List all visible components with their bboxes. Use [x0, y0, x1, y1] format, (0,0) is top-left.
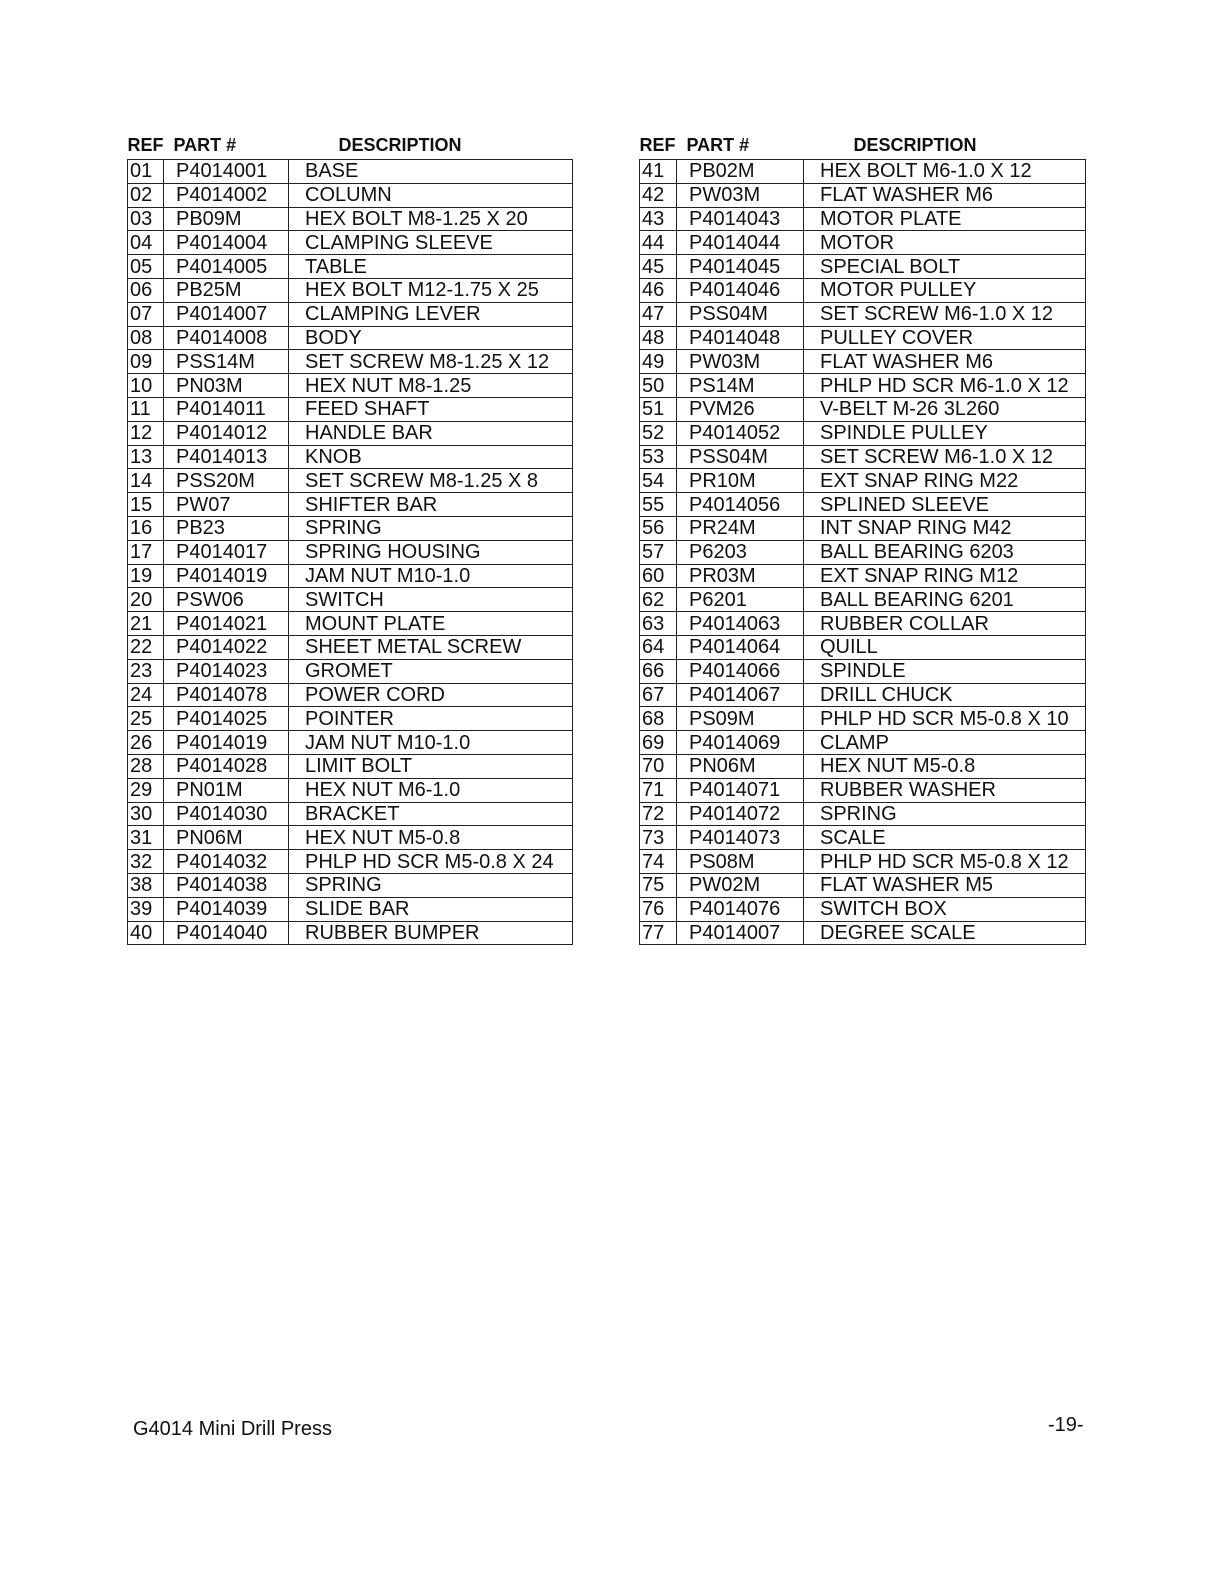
description-cell: SCALE — [804, 826, 1086, 850]
parts-list-left — [128, 160, 573, 945]
table-row — [128, 707, 573, 731]
part-number-cell: PS09M — [677, 707, 804, 731]
table-row — [640, 850, 1086, 874]
parts-list-right — [640, 160, 1086, 945]
table-row — [128, 612, 573, 636]
ref-cell: 07 — [128, 302, 164, 326]
description-cell: SHIFTER BAR — [289, 493, 573, 517]
ref-cell: 26 — [128, 731, 164, 755]
part-number-cell: P4014069 — [677, 731, 804, 755]
part-number-cell: P4014001 — [164, 160, 289, 184]
ref-cell: 19 — [128, 564, 164, 588]
ref-cell: 28 — [128, 754, 164, 778]
part-number-cell: P4014028 — [164, 754, 289, 778]
part-number-cell: PB23 — [164, 516, 289, 540]
part-number-cell: P4014044 — [677, 231, 804, 255]
part-number-cell: PSS14M — [164, 350, 289, 374]
part-number-cell: P4014076 — [677, 897, 804, 921]
table-row — [128, 802, 573, 826]
part-number-cell: P4014064 — [677, 635, 804, 659]
table-row — [128, 683, 573, 707]
table-row — [640, 873, 1086, 897]
part-number-cell: P4014007 — [677, 921, 804, 945]
part-number-cell: PW03M — [677, 183, 804, 207]
ref-cell: 41 — [640, 160, 677, 184]
part-number-cell: P4014038 — [164, 873, 289, 897]
table-row — [128, 826, 573, 850]
ref-cell: 56 — [640, 516, 677, 540]
ref-cell: 76 — [640, 897, 677, 921]
ref-header: REF — [127, 134, 164, 155]
description-cell: EXT SNAP RING M12 — [804, 564, 1086, 588]
ref-cell: 74 — [640, 850, 677, 874]
table-row — [128, 754, 573, 778]
ref-cell: 21 — [128, 612, 164, 636]
table-row — [640, 897, 1086, 921]
description-cell: CLAMPING LEVER — [289, 302, 573, 326]
table-row — [128, 374, 573, 398]
table-row — [640, 921, 1086, 945]
table-row — [640, 683, 1086, 707]
part-number-cell: P4014078 — [164, 683, 289, 707]
ref-cell: 16 — [128, 516, 164, 540]
table-row — [128, 207, 573, 231]
part-number-cell: PN06M — [677, 754, 804, 778]
part-number-cell: PN01M — [164, 778, 289, 802]
description-cell: SET SCREW M8-1.25 X 12 — [289, 350, 573, 374]
table-row — [640, 397, 1086, 421]
table-row — [128, 397, 573, 421]
description-cell: SPRING — [289, 873, 573, 897]
description-cell: FLAT WASHER M6 — [804, 350, 1086, 374]
table-row — [640, 231, 1086, 255]
table-row — [128, 350, 573, 374]
ref-cell: 24 — [128, 683, 164, 707]
description-cell: PHLP HD SCR M5-0.8 X 24 — [289, 850, 573, 874]
description-cell: MOUNT PLATE — [289, 612, 573, 636]
table-row — [640, 659, 1086, 683]
part-number-cell: P4014072 — [677, 802, 804, 826]
table-row — [128, 635, 573, 659]
ref-cell: 64 — [640, 635, 677, 659]
ref-cell: 75 — [640, 873, 677, 897]
part-number-cell: PW07 — [164, 493, 289, 517]
part-number-cell: P4014045 — [677, 255, 804, 279]
table-row — [128, 183, 573, 207]
table-row — [128, 231, 573, 255]
ref-cell: 49 — [640, 350, 677, 374]
ref-cell: 15 — [128, 493, 164, 517]
part-number-cell: PR10M — [677, 469, 804, 493]
table-row — [640, 302, 1086, 326]
description-cell: SPECIAL BOLT — [804, 255, 1086, 279]
part-number-cell: P4014023 — [164, 659, 289, 683]
table-row — [640, 564, 1086, 588]
description-cell: MOTOR — [804, 231, 1086, 255]
description-cell: RUBBER WASHER — [804, 778, 1086, 802]
table-row — [640, 802, 1086, 826]
description-cell: TABLE — [289, 255, 573, 279]
ref-cell: 43 — [640, 207, 677, 231]
ref-cell: 02 — [128, 183, 164, 207]
table-row — [128, 659, 573, 683]
table-row — [640, 326, 1086, 350]
description-cell: DRILL CHUCK — [804, 683, 1086, 707]
part-number-cell: PB02M — [677, 160, 804, 184]
description-cell: JAM NUT M10-1.0 — [289, 731, 573, 755]
header-row — [128, 131, 573, 160]
table-row — [640, 350, 1086, 374]
table-row — [128, 897, 573, 921]
ref-cell: 68 — [640, 707, 677, 731]
description-cell: SET SCREW M8-1.25 X 8 — [289, 469, 573, 493]
part-number-cell: P6203 — [677, 540, 804, 564]
part-number-cell: P4014071 — [677, 778, 804, 802]
description-cell: FLAT WASHER M6 — [804, 183, 1086, 207]
part-number-cell: P4014022 — [164, 635, 289, 659]
description-header: DESCRIPTION — [853, 134, 977, 155]
table-row — [640, 421, 1086, 445]
description-cell: BRACKET — [289, 802, 573, 826]
ref-cell: 72 — [640, 802, 677, 826]
table-row — [128, 302, 573, 326]
description-cell: POINTER — [289, 707, 573, 731]
description-cell: BASE — [289, 160, 573, 184]
ref-cell: 04 — [128, 231, 164, 255]
part-number-cell: P4014005 — [164, 255, 289, 279]
part-number-cell: P4014056 — [677, 493, 804, 517]
description-cell: HEX BOLT M12-1.75 X 25 — [289, 278, 573, 302]
ref-cell: 54 — [640, 469, 677, 493]
description-cell: GROMET — [289, 659, 573, 683]
ref-cell: 01 — [128, 160, 164, 184]
part-number-cell: PS14M — [677, 374, 804, 398]
description-cell: PHLP HD SCR M5-0.8 X 12 — [804, 850, 1086, 874]
table-row — [128, 469, 573, 493]
table-row — [640, 445, 1086, 469]
part-number-cell: P4014025 — [164, 707, 289, 731]
table-row — [640, 160, 1086, 184]
table-row — [128, 421, 573, 445]
description-cell: SWITCH BOX — [804, 897, 1086, 921]
part-number-cell: P4014032 — [164, 850, 289, 874]
part-number-cell: P4014004 — [164, 231, 289, 255]
description-cell: HEX NUT M5-0.8 — [289, 826, 573, 850]
ref-cell: 48 — [640, 326, 677, 350]
table-row — [128, 445, 573, 469]
page-number: -19- — [1048, 1414, 1084, 1436]
description-cell: SPINDLE — [804, 659, 1086, 683]
description-cell: INT SNAP RING M42 — [804, 516, 1086, 540]
table-row — [640, 207, 1086, 231]
table-row — [640, 278, 1086, 302]
description-cell: SWITCH — [289, 588, 573, 612]
ref-cell: 51 — [640, 397, 677, 421]
table-row — [640, 612, 1086, 636]
description-cell: POWER CORD — [289, 683, 573, 707]
description-cell: PHLP HD SCR M5-0.8 X 10 — [804, 707, 1086, 731]
part-header: PART # — [686, 134, 750, 155]
description-cell: HEX NUT M5-0.8 — [804, 754, 1086, 778]
table-row — [640, 469, 1086, 493]
part-number-cell: P4014021 — [164, 612, 289, 636]
ref-cell: 62 — [640, 588, 677, 612]
description-cell: BALL BEARING 6203 — [804, 540, 1086, 564]
part-number-cell: P4014073 — [677, 826, 804, 850]
ref-cell: 67 — [640, 683, 677, 707]
table-row — [128, 326, 573, 350]
ref-cell: 17 — [128, 540, 164, 564]
part-number-cell: P4014002 — [164, 183, 289, 207]
description-cell: V-BELT M-26 3L260 — [804, 397, 1086, 421]
ref-cell: 71 — [640, 778, 677, 802]
table-row — [128, 921, 573, 945]
description-cell: QUILL — [804, 635, 1086, 659]
table-row — [640, 374, 1086, 398]
description-cell: SHEET METAL SCREW — [289, 635, 573, 659]
part-number-cell: PR24M — [677, 516, 804, 540]
ref-cell: 53 — [640, 445, 677, 469]
description-cell: PULLEY COVER — [804, 326, 1086, 350]
ref-cell: 69 — [640, 731, 677, 755]
ref-cell: 52 — [640, 421, 677, 445]
ref-cell: 47 — [640, 302, 677, 326]
table-row — [640, 754, 1086, 778]
ref-cell: 66 — [640, 659, 677, 683]
part-number-cell: P4014007 — [164, 302, 289, 326]
part-number-cell: PSS20M — [164, 469, 289, 493]
part-number-cell: P4014008 — [164, 326, 289, 350]
ref-cell: 12 — [128, 421, 164, 445]
part-number-cell: P4014067 — [677, 683, 804, 707]
part-number-cell: P4014017 — [164, 540, 289, 564]
description-cell: HEX BOLT M6-1.0 X 12 — [804, 160, 1086, 184]
ref-cell: 38 — [128, 873, 164, 897]
footer-title: G4014 Mini Drill Press — [133, 1418, 332, 1440]
parts-table-left — [127, 131, 573, 945]
table-row — [128, 564, 573, 588]
ref-cell: 25 — [128, 707, 164, 731]
table-row — [640, 707, 1086, 731]
ref-cell: 60 — [640, 564, 677, 588]
description-cell: SPLINED SLEEVE — [804, 493, 1086, 517]
table-row — [128, 255, 573, 279]
ref-cell: 42 — [640, 183, 677, 207]
part-header: PART # — [173, 134, 237, 155]
part-number-cell: PVM26 — [677, 397, 804, 421]
part-number-cell: P4014039 — [164, 897, 289, 921]
description-cell: CLAMP — [804, 731, 1086, 755]
part-number-cell: PSS04M — [677, 302, 804, 326]
ref-cell: 44 — [640, 231, 677, 255]
header-row — [640, 131, 1086, 160]
ref-cell: 73 — [640, 826, 677, 850]
ref-cell: 14 — [128, 469, 164, 493]
description-cell: HANDLE BAR — [289, 421, 573, 445]
part-number-cell: PS08M — [677, 850, 804, 874]
ref-cell: 63 — [640, 612, 677, 636]
description-cell: PHLP HD SCR M6-1.0 X 12 — [804, 374, 1086, 398]
ref-cell: 06 — [128, 278, 164, 302]
ref-cell: 39 — [128, 897, 164, 921]
part-number-cell: PW03M — [677, 350, 804, 374]
description-cell: COLUMN — [289, 183, 573, 207]
table-row — [640, 588, 1086, 612]
part-number-cell: P4014012 — [164, 421, 289, 445]
table-row — [640, 493, 1086, 517]
ref-cell: 31 — [128, 826, 164, 850]
description-cell: SPRING HOUSING — [289, 540, 573, 564]
part-number-cell: PSW06 — [164, 588, 289, 612]
description-cell: DEGREE SCALE — [804, 921, 1086, 945]
description-cell: RUBBER BUMPER — [289, 921, 573, 945]
description-cell: RUBBER COLLAR — [804, 612, 1086, 636]
description-cell: FEED SHAFT — [289, 397, 573, 421]
description-header: DESCRIPTION — [338, 134, 462, 155]
ref-cell: 77 — [640, 921, 677, 945]
description-cell: SPRING — [289, 516, 573, 540]
description-cell: MOTOR PLATE — [804, 207, 1086, 231]
ref-cell: 23 — [128, 659, 164, 683]
description-cell: BODY — [289, 326, 573, 350]
description-cell: HEX NUT M8-1.25 — [289, 374, 573, 398]
ref-cell: 05 — [128, 255, 164, 279]
part-number-cell: P4014013 — [164, 445, 289, 469]
description-cell: JAM NUT M10-1.0 — [289, 564, 573, 588]
part-number-cell: PN06M — [164, 826, 289, 850]
description-cell: CLAMPING SLEEVE — [289, 231, 573, 255]
ref-cell: 22 — [128, 635, 164, 659]
part-number-cell: PW02M — [677, 873, 804, 897]
table-row — [640, 635, 1086, 659]
ref-cell: 45 — [640, 255, 677, 279]
part-number-cell: PB25M — [164, 278, 289, 302]
parts-table-right — [639, 131, 1086, 945]
table-row — [128, 778, 573, 802]
table-row — [128, 493, 573, 517]
part-number-cell: P4014030 — [164, 802, 289, 826]
ref-cell: 70 — [640, 754, 677, 778]
ref-cell: 50 — [640, 374, 677, 398]
part-number-cell: P4014046 — [677, 278, 804, 302]
table-row — [128, 278, 573, 302]
description-cell: SET SCREW M6-1.0 X 12 — [804, 302, 1086, 326]
description-cell: SET SCREW M6-1.0 X 12 — [804, 445, 1086, 469]
ref-cell: 10 — [128, 374, 164, 398]
part-number-cell: P6201 — [677, 588, 804, 612]
description-cell: SPRING — [804, 802, 1086, 826]
description-cell: HEX NUT M6-1.0 — [289, 778, 573, 802]
table-row — [640, 826, 1086, 850]
table-row — [128, 873, 573, 897]
ref-cell: 08 — [128, 326, 164, 350]
description-cell: SLIDE BAR — [289, 897, 573, 921]
table-row — [128, 731, 573, 755]
ref-header: REF — [639, 134, 676, 155]
description-cell: MOTOR PULLEY — [804, 278, 1086, 302]
table-row — [640, 255, 1086, 279]
part-number-cell: PB09M — [164, 207, 289, 231]
table-row — [128, 850, 573, 874]
table-row — [640, 778, 1086, 802]
table-row — [640, 731, 1086, 755]
part-number-cell: P4014019 — [164, 731, 289, 755]
table-row — [128, 160, 573, 184]
ref-cell: 11 — [128, 397, 164, 421]
description-cell: FLAT WASHER M5 — [804, 873, 1086, 897]
table-row — [128, 516, 573, 540]
part-number-cell: P4014043 — [677, 207, 804, 231]
description-cell: HEX BOLT M8-1.25 X 20 — [289, 207, 573, 231]
part-number-cell: P4014066 — [677, 659, 804, 683]
part-number-cell: P4014011 — [164, 397, 289, 421]
ref-cell: 09 — [128, 350, 164, 374]
part-number-cell: P4014040 — [164, 921, 289, 945]
description-cell: SPINDLE PULLEY — [804, 421, 1086, 445]
ref-cell: 13 — [128, 445, 164, 469]
table-row — [128, 540, 573, 564]
table-row — [128, 588, 573, 612]
table-row — [640, 540, 1086, 564]
part-number-cell: PR03M — [677, 564, 804, 588]
part-number-cell: P4014063 — [677, 612, 804, 636]
table-row — [640, 183, 1086, 207]
ref-cell: 46 — [640, 278, 677, 302]
description-cell: LIMIT BOLT — [289, 754, 573, 778]
ref-cell: 30 — [128, 802, 164, 826]
ref-cell: 40 — [128, 921, 164, 945]
description-cell: KNOB — [289, 445, 573, 469]
ref-cell: 03 — [128, 207, 164, 231]
table-row — [640, 516, 1086, 540]
description-cell: BALL BEARING 6201 — [804, 588, 1086, 612]
ref-cell: 29 — [128, 778, 164, 802]
part-number-cell: PN03M — [164, 374, 289, 398]
description-cell: EXT SNAP RING M22 — [804, 469, 1086, 493]
part-number-cell: P4014048 — [677, 326, 804, 350]
part-number-cell: PSS04M — [677, 445, 804, 469]
part-number-cell: P4014052 — [677, 421, 804, 445]
part-number-cell: P4014019 — [164, 564, 289, 588]
ref-cell: 20 — [128, 588, 164, 612]
ref-cell: 57 — [640, 540, 677, 564]
ref-cell: 55 — [640, 493, 677, 517]
ref-cell: 32 — [128, 850, 164, 874]
